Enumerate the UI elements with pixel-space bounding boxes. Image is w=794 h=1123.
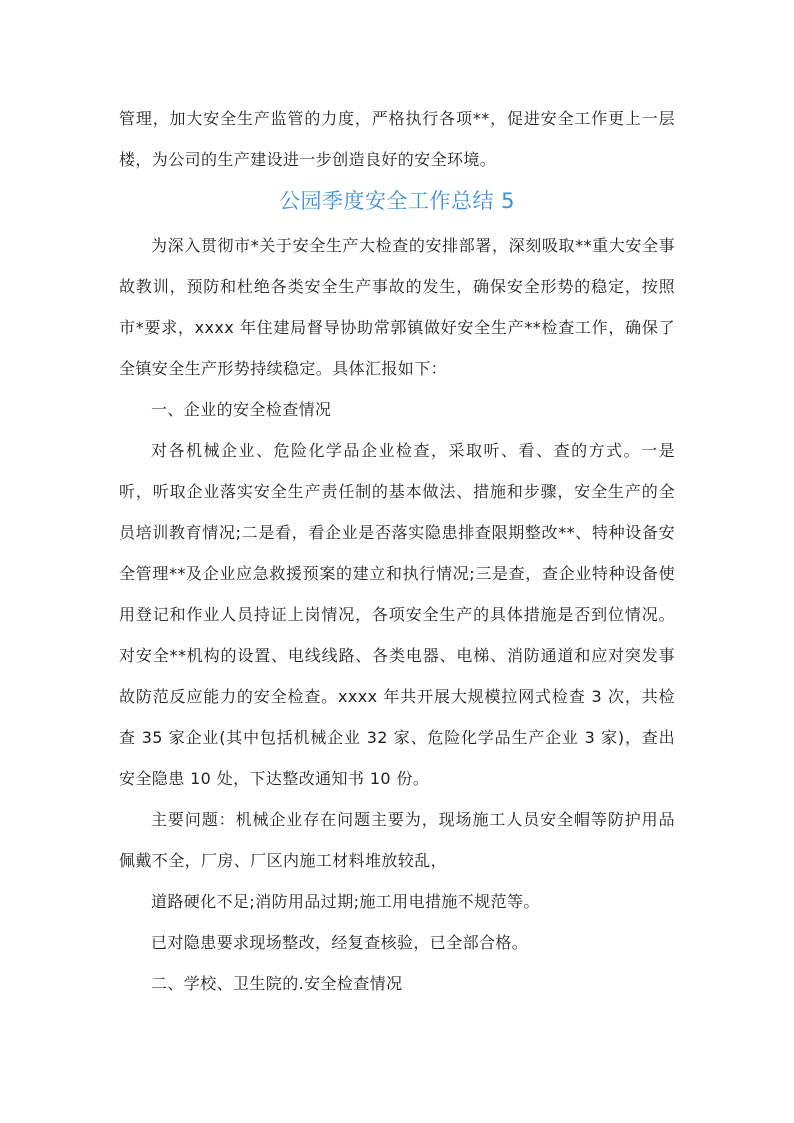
paragraph-road-issues: 道路硬化不足;消防用品过期;施工用电措施不规范等。 — [151, 892, 540, 911]
heading-school-inspection: 二、学校、卫生院的.安全检查情况 — [151, 974, 403, 993]
paragraph-opening: 为深入贯彻市*关于安全生产大检查的安排部署，深刻吸取**重大安全事故教训，预防和杜绝各类安全生产事故的发生，确保安全形势的稳定，按照市*要求，xxxx 年住建局督导协助常郭镇做好安全生产**检查工作，确保了全镇安全生产形势持续稳定。具体汇报如下： — [119, 236, 675, 378]
intro-block — [119, 98, 675, 180]
main-body — [119, 225, 675, 1004]
paragraph-enterprise-inspection: 对各机械企业、危险化学品企业检查，采取听、看、查的方式。一是听，听取企业落实安全生产责任制的基本做法、措施和步骤，安全生产的全员培训教育情况;二是看，看企业是否落实隐患排查限期整改**、特种设备安全管理**及企业应急救援预案的建立和执行情况;三是查，查企业特种设备使用登记和作业人员持证上岗情况，各项安全生产的具体措施是否到位情况。对安全**机构的设置、电线线路、各类电器、电梯、消防通道和应对突发事故防范反应能力的安全检查。xxxx 年共开展大规模拉网式检查 3 次，共检查 35 家企业(其中包括机械企业 32 家、危险化学品生产企业 3 家)，查出安全隐患 10 处，下达整改通知书 10 份。 — [119, 441, 675, 788]
intro-paragraph: 管理，加大安全生产监管的力度，严格执行各项**，促进安全工作更上一层楼，为公司的生产建设进一步创造良好的安全环境。 — [119, 109, 675, 169]
paragraph-main-problems: 主要问题：机械企业存在问题主要为，现场施工人员安全帽等防护用品佩戴不全，厂房、厂区内施工材料堆放较乱， — [119, 810, 675, 870]
paragraph-rectification: 已对隐患要求现场整改，经复查核验，已全部合格。 — [151, 933, 529, 952]
heading-enterprise-inspection: 一、企业的安全检查情况 — [151, 400, 332, 419]
section-title: 公园季度安全工作总结 5 — [278, 189, 516, 213]
